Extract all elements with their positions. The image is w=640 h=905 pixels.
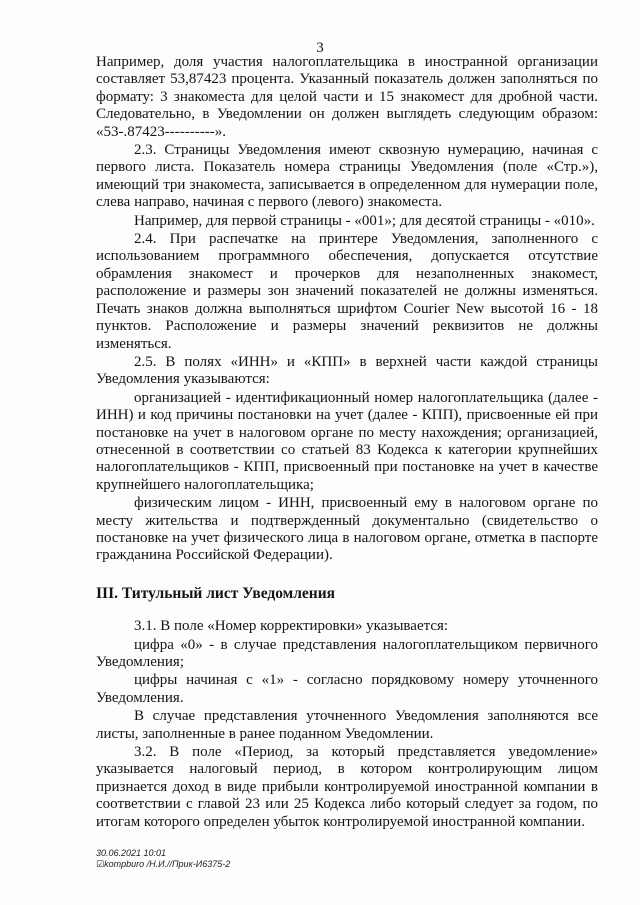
- paragraph-individual: физическим лицом - ИНН, присвоенный ему в налоговом органе по месту жительства и подтвержденный документально (свидетельство о постановке на учет физического лица в налоговом органе, отметка в паспорте гражданина Российской Федерации).: [96, 495, 598, 564]
- paragraph-2-5: 2.5. В полях «ИНН» и «КПП» в верхней части каждой страницы Уведомления указываются:: [96, 353, 598, 388]
- paragraph-share-example: Например, доля участия налогоплательщика в иностранной организации составляет 53,87423 процента. Указанный показатель должен заполняться по формату: 3 знакоместа для целой части и 15 знакомест для дробной части. Следовательно, в Уведомлении он должен выглядеть следующим образом: «53-.87423----------».: [96, 54, 598, 140]
- paragraph-2-4: 2.4. При распечатке на принтере Уведомления, заполненного с использованием программного обеспечения, допускается отсутствие обрамления знакомест и прочерков для незаполненных знакомест, расположение и размеры зон значений показателей не должны изменяться. Печать знаков должна выполняться шрифтом Courier New высотой 16 - 18 пунктов. Расположение и размеры значений реквизитов не должны изменяться.: [96, 231, 598, 352]
- paragraph-2-3: 2.3. Страницы Уведомления имеют сквозную нумерацию, начиная с первого листа. Показатель номера страницы Уведомления (поле «Стр.»), имеющий три знакоместа, записывается в определенном для нумерации поле, слева направо, начиная с первого (левого) знакоместа.: [96, 142, 598, 211]
- print-source: ☑kompburo /Н.И.//Прик-И6375-2: [96, 859, 231, 869]
- paragraph-digit-zero: цифра «0» - в случае представления налогоплательщиком первичного Уведомления;: [96, 636, 598, 670]
- section-title: III. Титульный лист Уведомления: [96, 584, 336, 602]
- paragraph-page-example: Например, для первой страницы - «001»; для десятой страницы - «010».: [134, 212, 595, 229]
- document-body: [96, 54, 598, 831]
- paragraph-3-2: 3.2. В поле «Период, за который представляется уведомление» указывается налоговый период, в котором контролирующим лицом признается доход в виде прибыли контролируемой иностранной компании в соответствии с главой 23 или 25 Кодекса либо который следует за годом, по итогам которого определен убыток контролируемой иностранной компании.: [96, 744, 598, 830]
- page-number: 3: [316, 40, 324, 56]
- paragraph-organization: организацией - идентификационный номер налогоплательщика (далее - ИНН) и код причины постановки на учет (далее - КПП), присвоенные ей при постановке на учет в налоговом органе по месту нахождения; организацией, отнесенной в соответствии со статьей 83 Кодекса к категории крупнейших налогоплательщиков - КПП, присвоенный при постановке на учет в качестве крупнейшего налогоплательщика;: [96, 389, 598, 493]
- paragraph-digit-one: цифры начиная с «1» - согласно порядковому номеру уточненного Уведомления.: [96, 672, 598, 706]
- print-stamp: [96, 848, 230, 870]
- paragraph-3-1: 3.1. В поле «Номер корректировки» указывается:: [134, 618, 449, 635]
- print-date: 30.06.2021 10:01: [96, 848, 167, 858]
- paragraph-corrected-notice: В случае представления уточненного Уведомления заполняются все листы, заполненные в ранее поданном Уведомлении.: [96, 708, 598, 742]
